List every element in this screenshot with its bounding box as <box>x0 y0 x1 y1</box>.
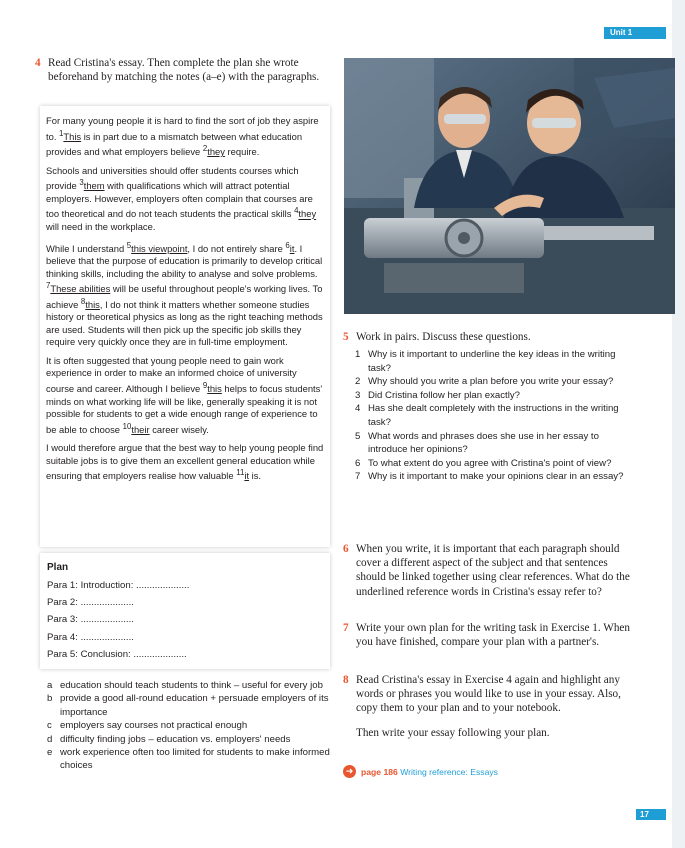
essay-paragraph-1: For many young people it is hard to find the sort of job they aspire to. $^1$This is in part due to a mismatch between what education provides and what employers believe $^2$they require. <box>46 115 319 158</box>
plan-title: Plan <box>47 562 69 573</box>
exercise-8 <box>343 673 640 740</box>
reference-topic: Essays <box>470 766 498 777</box>
plan-row: Para 2: .................... <box>47 597 134 608</box>
question-item: 7 Why is it important to make your opinions clear in an essay? <box>355 471 624 483</box>
essay-paragraph-2: Schools and universities should offer students courses which provide $^3$them with qualifications which will attract potential employers. However, employers often complain that courses are too theoretical and do not teach students the practical skills $^4$they will need in the workplace. <box>46 164 317 232</box>
note-item: b provide a good all-round education + persuade employers of its importance <box>47 693 329 718</box>
reference-label: Writing reference: <box>400 766 468 777</box>
exercise-number: 4 <box>35 57 41 69</box>
exercise-instruction: Read Cristina's essay in Exercise 4 again and highlight any words or phrases you would like to use in your essay. Also, copy them to your plan and to your notebook. <box>356 674 621 715</box>
plan-row: Para 3: .................... <box>47 614 134 625</box>
essay-paragraph-3: While I understand $^5$this viewpoint, I do not entirely share $^6$it. I believe that the purpose of education is primarily to develop critical thinking skills, including the ability to analyse and solve problems. $^7$These abilities will be useful throughout people's working lives. To achieve $^8$this, I do not think it matters whether someone studies history or theoretical physics as long as the right teaching methods are used. Students will then pick up the specific job skills they require very quickly once they are in full-time employment. <box>46 240 323 348</box>
reference-page: page 186 <box>361 766 398 777</box>
question-item: 4 Has she dealt completely with the instructions in the writing task? <box>355 403 619 428</box>
essay-paragraph-5: I would therefore argue that the best way to help young people find suitable jobs is to give them an excellent general education while ensuring that employers realise how valuable $^{11}$it is. <box>46 442 324 482</box>
writing-reference-link[interactable] <box>343 765 498 778</box>
exercise-6 <box>343 542 640 599</box>
plan-row: Para 1: Introduction: .................... <box>47 580 190 591</box>
note-item: e work experience often too limited for students to make informed choices <box>47 747 330 772</box>
note-item: a education should teach students to think – useful for every job <box>47 680 323 691</box>
essay-paragraph-4: It is often suggested that young people need to gain work experience in order to make an informed choice of university course and career. Although I believe $^9$this helps to focus students' minds on what working life will be like, generally speaking it is not possible for students to get a wide enough range of experience to be able to choose $^{10}$their career wisely. <box>46 354 323 435</box>
note-item: d difficulty finding jobs – education vs. employers' needs <box>47 733 291 745</box>
exercise-instruction: Read Cristina's essay. Then complete the plan she wrote beforehand by matching the notes (a–e) with the paragraphs. <box>48 57 320 84</box>
exercise-number: 8 <box>343 674 349 686</box>
question-item: 3 Did Cristina follow her plan exactly? <box>355 389 520 401</box>
exercise-number: 7 <box>343 622 349 634</box>
engineers-photo <box>344 58 675 314</box>
exercise-number: 5 <box>343 331 349 343</box>
plan-row: Para 4: .................... <box>47 632 134 643</box>
arrow-right-icon: ➜ <box>343 765 356 778</box>
page-number: 17 <box>636 809 666 820</box>
exercise-instruction: Write your own plan for the writing task in Exercise 1. When you have finished, compare your plan with a partner's. <box>356 622 630 649</box>
exercise-number: 6 <box>343 543 349 555</box>
notes-list <box>47 679 337 773</box>
question-item: 5 What words and phrases does she use in her essay to introduce her opinions? <box>355 430 599 456</box>
exercise-5 <box>343 330 643 344</box>
exercise-instruction: Work in pairs. Discuss these questions. <box>356 331 531 343</box>
plan-row: Para 5: Conclusion: .................... <box>47 649 187 660</box>
exercise-followup: Then write your essay following your plan. <box>356 726 550 739</box>
workshop-illustration <box>344 58 675 314</box>
note-item: c employers say courses not practical enough <box>47 720 248 732</box>
essay-text <box>46 115 326 489</box>
exercise-4 <box>35 56 325 84</box>
question-item: 1 Why is it important to underline the key ideas in the writing task? <box>355 349 616 374</box>
question-item: 6 To what extent do you agree with Cristina's point of view? <box>355 457 612 469</box>
exercise-instruction: When you write, it is important that each paragraph should cover a different aspect of the subject and that sentences should be linked together using clear references. What do the underlined reference words in Cristina's essay refer to? <box>356 543 630 598</box>
exercise-7 <box>343 621 640 649</box>
unit-tab: Unit 1 <box>604 27 666 39</box>
question-item: 2 Why should you write a plan before you write your essay? <box>355 376 614 388</box>
question-list <box>355 348 640 484</box>
